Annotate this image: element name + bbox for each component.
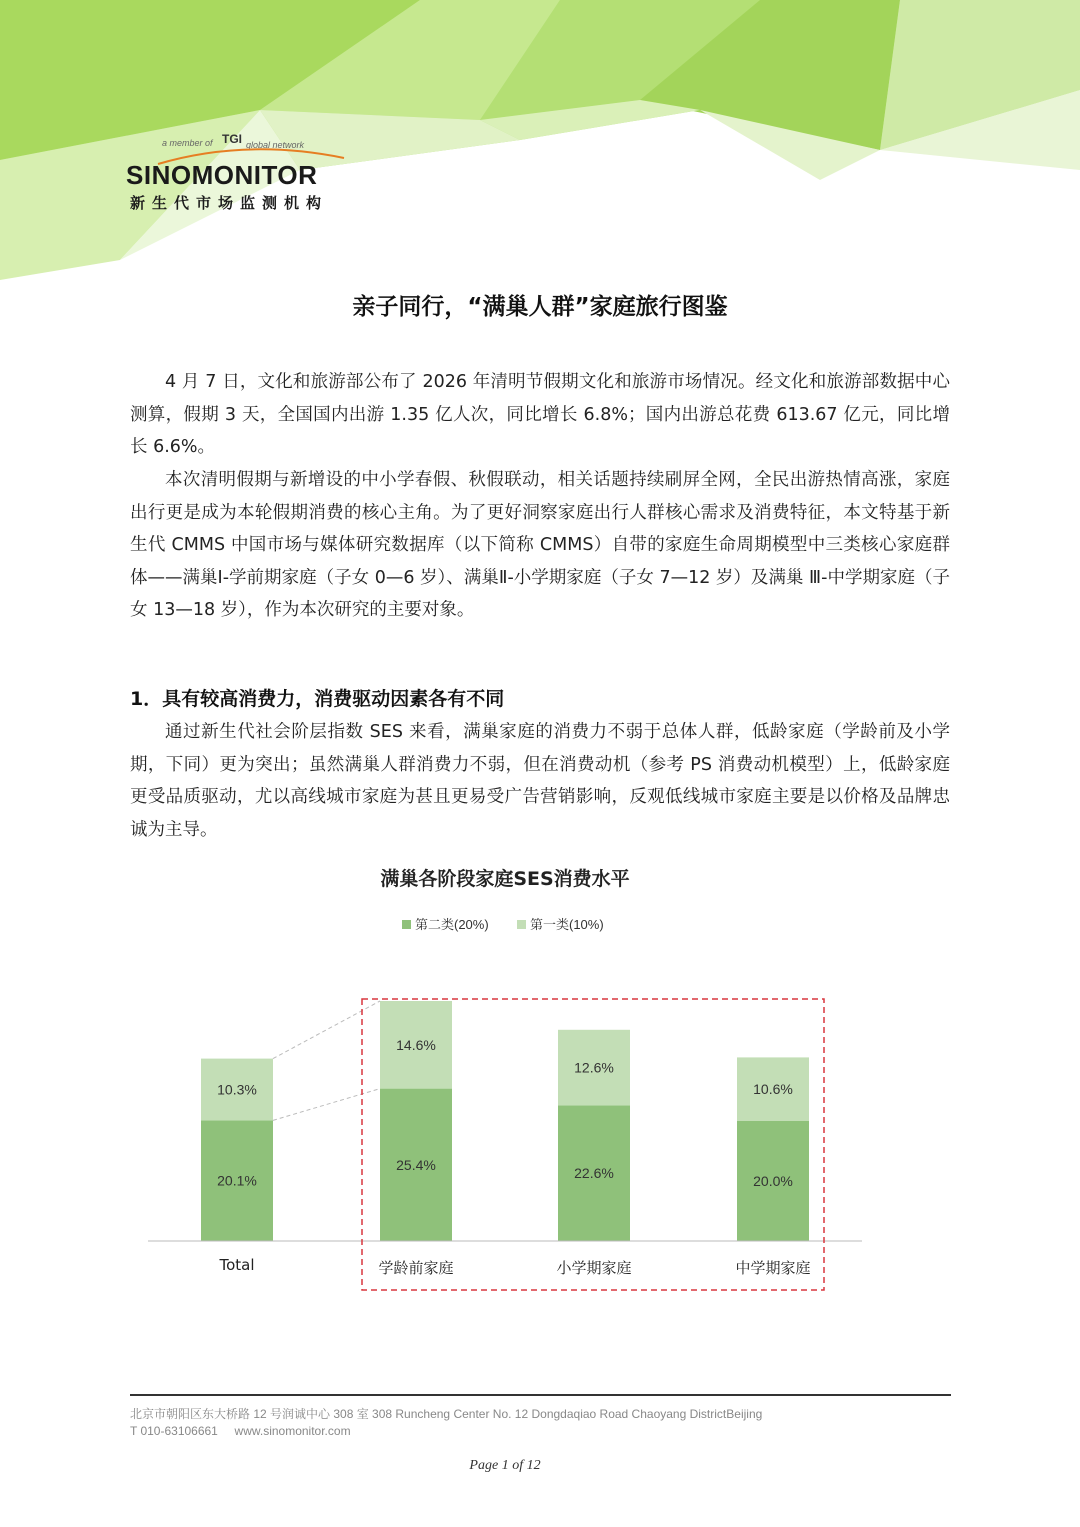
ses-stacked-bar-chart <box>140 905 880 1310</box>
connector-line <box>273 1001 380 1059</box>
data-label: 20.1% <box>217 1172 257 1189</box>
legend-swatch <box>517 920 526 929</box>
data-label: 12.6% <box>574 1059 614 1076</box>
data-label: 14.6% <box>396 1036 436 1053</box>
logo-brand: SINOMONITOR <box>126 160 318 190</box>
data-label: 20.0% <box>753 1173 793 1189</box>
footer-address: 北京市朝阳区东大桥路 12 号润诚中心 308 室 308 Runcheng Center No. 12 Dongdaqiao Road Chaoyang DistrictBeijing <box>130 1407 763 1421</box>
legend-label: 第一类(10%) <box>530 917 604 932</box>
section-1-paragraph: 通过新生代社会阶层指数 SES 来看，满巢家庭的消费力不弱于总体人群，低龄家庭（学龄前及小学期，下同）更为突出；虽然满巢人群消费力不弱，但在消费动机（参考 PS 消费动机模型）上，低龄家庭更受品质驱动，尤以高线城市家庭为甚且更易受广告营销影响，反观低线城市家庭主要是以价格及品牌忠诚为主导。 <box>130 722 950 840</box>
section-1-heading: 1．具有较高消费力，消费驱动因素各有不同 <box>130 688 505 710</box>
logo-tgi-text: TGI <box>222 132 242 146</box>
logo-member-text: a member of <box>162 138 213 148</box>
legend-swatch <box>402 920 411 929</box>
chart-title: 满巢各阶段家庭SES消费水平 <box>380 868 630 890</box>
data-label: 25.4% <box>396 1156 436 1173</box>
logo-brand-subtitle: 新生代市场监测机构 <box>130 194 329 212</box>
data-label: 10.3% <box>217 1081 257 1098</box>
article-title: 亲子同行，“满巢人群”家庭旅行图鉴 <box>352 294 728 320</box>
category-label: 学龄前家庭 <box>378 1259 454 1277</box>
page-number: Page 1 of 12 <box>469 1458 541 1473</box>
category-label: Total <box>219 1256 255 1274</box>
category-label: 小学期家庭 <box>556 1259 632 1277</box>
data-label: 22.6% <box>574 1165 614 1182</box>
footer-divider <box>130 1394 951 1396</box>
footer-contact: T 010-63106661 www.sinomonitor.com <box>130 1424 351 1438</box>
data-label: 10.6% <box>753 1081 793 1098</box>
category-label: 中学期家庭 <box>735 1259 811 1277</box>
logo-network-text: global network <box>246 140 305 150</box>
intro-paragraph-1: 4 月 7 日，文化和旅游部公布了 2026 年清明节假期文化和旅游市场情况。经文化和旅游部数据中心测算，假期 3 天，全国国内出游 1.35 亿人次，同比增长 6.8%；国内出游总花费 613.67 亿元，同比增长 6.6%。 <box>130 372 950 457</box>
intro-paragraph-2: 本次清明假期与新增设的中小学春假、秋假联动，相关话题持续刷屏全网，全民出游热情高涨，家庭出行更是成为本轮假期消费的核心主角。为了更好洞察家庭出行人群核心需求及消费特征，本文特基于新生代 CMMS 中国市场与媒体研究数据库（以下简称 CMMS）自带的家庭生命周期模型中三类核心家庭群体——满巢Ⅰ-学前期家庭（子女 0—6 岁）、满巢Ⅱ-小学期家庭（子女 7—12 岁）及满巢 Ⅲ-中学期家庭（子女 13—18 岁），作为本次研究的主要对象。 <box>130 470 950 620</box>
legend-label: 第二类(20%) <box>415 917 489 932</box>
sinomonitor-logo <box>126 128 356 218</box>
connector-line <box>273 1089 380 1121</box>
